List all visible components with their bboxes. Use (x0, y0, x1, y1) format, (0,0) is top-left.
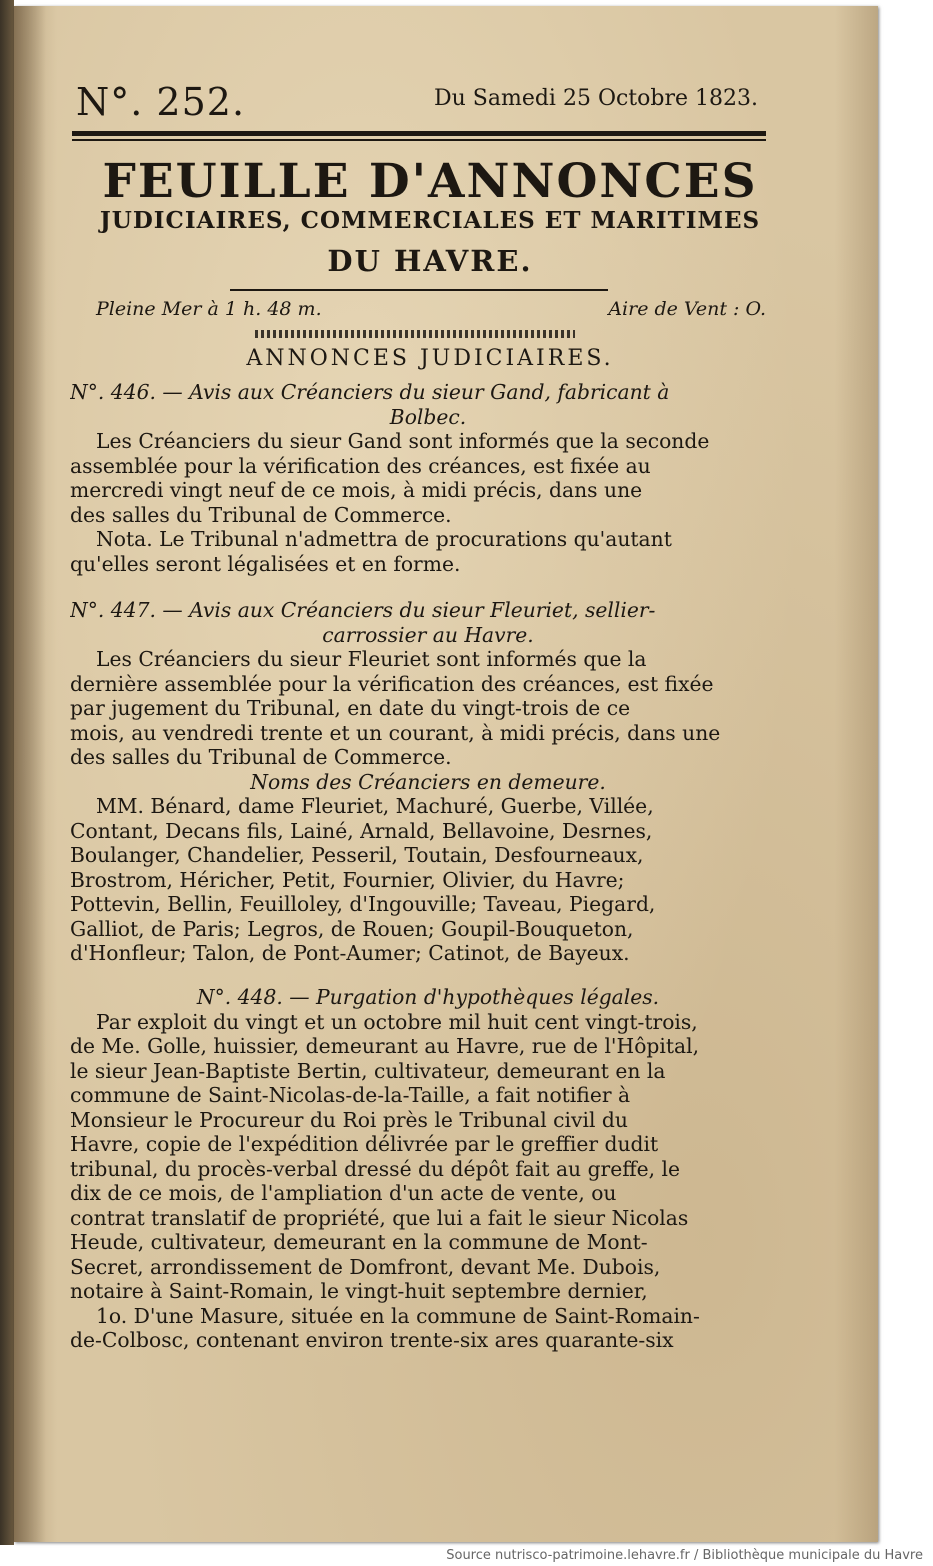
text-line: commune de Saint-Nicolas-de-la-Taille, a fait notifier à (70, 1083, 631, 1107)
text-line: Les Créanciers du sieur Gand sont informés que la seconde (96, 429, 710, 453)
creditor-names: Boulanger, Chandelier, Pesseril, Toutain, Desfourneaux, (70, 843, 644, 867)
issue-date: Du Samedi 25 Octobre 1823. (433, 86, 758, 111)
notice-446 (70, 380, 786, 576)
wind-direction: Aire de Vent : O. (608, 298, 766, 320)
tide-info (96, 298, 766, 326)
text-line: de-Colbosc, contenant environ trente-six ares quarante-six (70, 1328, 674, 1352)
title-rule (230, 289, 608, 291)
creditor-names: Pottevin, Bellin, Feuilloley, d'Ingouville; Taveau, Piegard, (70, 892, 656, 916)
masthead-rule-thin (72, 139, 766, 141)
masthead-rule-thick (72, 131, 766, 136)
newspaper-city: DU HAVRE. (327, 244, 533, 278)
section-heading: ANNONCES JUDICIAIRES. (246, 346, 614, 371)
creditor-names: MM. Bénard, dame Fleuriet, Machuré, Guerbe, Villée, (96, 794, 654, 818)
source-credit: Source nutrisco-patrimoine.lehavre.fr / Bibliothèque municipale du Havre (446, 1548, 923, 1563)
creditor-names: Galliot, de Paris; Legros, de Rouen; Goupil-Bouqueton, (70, 916, 634, 941)
text-line: Secret, arrondissement de Domfront, devant Me. Dubois, (70, 1254, 661, 1279)
notice-heading: N°. 447. — Avis aux Créanciers du sieur Fleuriet, sellier- (70, 598, 656, 622)
nota-line: Nota. Le Tribunal n'admettra de procurations qu'autant (96, 527, 672, 551)
text-line: contrat translatif de propriété, que lui a fait le sieur Nicolas (70, 1205, 689, 1230)
page-binding-shadow (14, 6, 46, 1542)
text-line: 1o. D'une Masure, située en la commune de Saint-Romain- (96, 1303, 700, 1328)
text-line: des salles du Tribunal de Commerce. (70, 502, 452, 527)
newspaper-title: FEUILLE D'ANNONCES (102, 154, 758, 209)
notice-448 (70, 985, 786, 1353)
text-line: notaire à Saint-Romain, le vingt-huit septembre dernier, (70, 1279, 648, 1303)
text-line: mercredi vingt neuf de ce mois, à midi précis, dans une (70, 478, 643, 502)
nota-line: qu'elles seront légalisées et en forme. (70, 551, 461, 576)
text-line: Par exploit du vingt et un octobre mil huit cent vingt-trois, (96, 1009, 698, 1034)
issue-number: N°. 252. (76, 80, 246, 124)
creditor-names: d'Honfleur; Talon, de Pont-Aumer; Catinot, de Bayeux. (70, 941, 630, 965)
newspaper-subtitle: JUDICIAIRES, COMMERCIALES ET MARITIMES (99, 207, 761, 234)
notice-447 (70, 598, 786, 966)
notice-heading: N°. 448. — Purgation d'hypothèques légales. (196, 985, 660, 1009)
text-line: assemblée pour la vérification des créances, est fixée au (70, 453, 651, 478)
text-line: de Me. Golle, huissier, demeurant au Havre, rue de l'Hôpital, (70, 1034, 700, 1058)
text-line: Havre, copie de l'expédition délivrée par le greffier dudit (70, 1132, 659, 1156)
text-line: Heude, cultivateur, demeurant en la commune de Mont- (70, 1230, 648, 1254)
masthead-row (76, 80, 758, 128)
high-tide: Pleine Mer à 1 h. 48 m. (96, 298, 322, 320)
text-line: par jugement du Tribunal, en date du vingt-trois de ce (70, 696, 631, 720)
text-line: dernière assemblée pour la vérification des créances, est fixée (70, 671, 714, 696)
notice-heading-cont: Bolbec. (389, 404, 467, 429)
text-line: mois, au vendredi trente et un courant, à midi précis, dans une (70, 720, 721, 745)
subheading: Noms des Créanciers en demeure. (250, 769, 606, 794)
text-line: Les Créanciers du sieur Fleuriet sont informés que la (96, 647, 647, 671)
notice-heading-cont: carrossier au Havre. (322, 622, 534, 647)
text-line: des salles du Tribunal de Commerce. (70, 745, 452, 769)
text-line: le sieur Jean-Baptiste Bertin, cultivateur, demeurant en la (70, 1058, 666, 1083)
text-line: dix de ce mois, de l'ampliation d'un acte de vente, ou (70, 1181, 617, 1205)
ornamental-rule (255, 330, 575, 338)
text-line: tribunal, du procès-verbal dressé du dépôt fait au greffe, le (70, 1156, 681, 1181)
text-line: Monsieur le Procureur du Roi près le Tribunal civil du (70, 1107, 628, 1132)
creditor-names: Contant, Decans fils, Lainé, Arnald, Bellavoine, Desrnes, (70, 818, 653, 843)
scanner-edge (0, 0, 14, 1545)
notice-heading: N°. 446. — Avis aux Créanciers du sieur Gand, fabricant à (70, 380, 670, 404)
creditor-names: Brostrom, Héricher, Petit, Fournier, Olivier, du Havre; (70, 867, 625, 892)
